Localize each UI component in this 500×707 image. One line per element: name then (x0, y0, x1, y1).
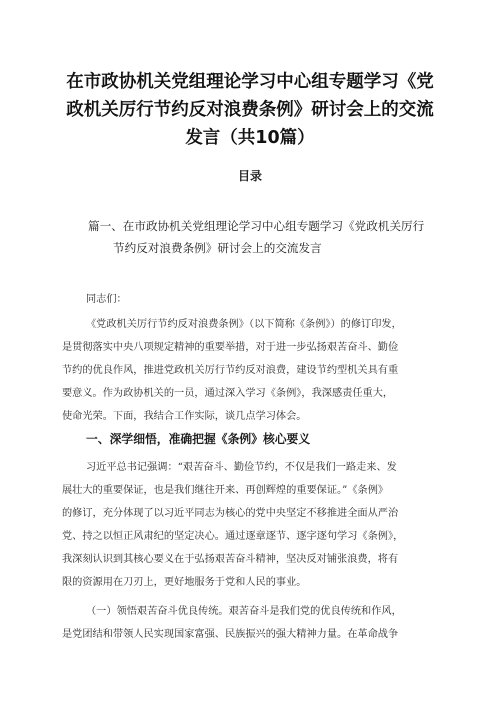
paragraph-line: 节约的优良作风，推进党政机关厉行节约反对浪费，建设节约型机关具有重 (62, 365, 399, 376)
paragraph-line: 党、持之以恒正风肃纪的坚定决心。通过逐章逐节、逐字逐句学习《条例》， (62, 531, 404, 542)
paragraph-line: 是党团结和带领人民实现国家富强、民族振兴的强大精神力量。在革命战争 (62, 629, 399, 640)
toc-entry-line: 节约反对浪费条例》研讨会上的交流发言 (113, 241, 322, 255)
paragraph-1 (62, 313, 457, 428)
paragraph-line: 是贯彻落实中央八项规定精神的重要举措，对于进一步弘扬艰苦奋斗、勤俭 (62, 342, 399, 353)
salutation: 同志们： (86, 294, 127, 305)
salutation-block (62, 288, 457, 311)
paragraph-3 (62, 600, 457, 646)
paragraph-line: 的修订，充分体现了以习近平同志为核心的党中央坚定不移推进全面从严治 (62, 508, 399, 519)
toc-entry-line: 篇一、在市政协机关党组理论学习中心组专题学习《党政机关厉行 (88, 219, 425, 233)
title-line: 发言（共10篇） (185, 128, 315, 148)
toc-heading: 目录 (237, 169, 262, 183)
toc-entry[interactable] (88, 215, 470, 259)
paragraph-2 (62, 456, 457, 594)
paragraph-line: 要意义。作为政协机关的一员，通过深入学习《条例》，我深感责任重大， (62, 388, 394, 399)
paragraph-line: 限的资源用在刀刃上，更好地服务于党和人民的事业。 (62, 577, 307, 588)
paragraph-line: 我深刻认识到其核心要义在于弘扬艰苦奋斗精神，坚决反对铺张浪费，将有 (62, 554, 399, 565)
title-line: 政机关厉行节约反对浪费条例》研讨会上的交流 (66, 100, 434, 120)
paragraph-line: 展壮大的重要保证，也是我们继往开来、再创辉煌的重要保证。”《条例》 (62, 485, 389, 496)
section-heading: 一、深学细悟，准确把握《条例》核心要义 (86, 432, 311, 446)
title-line: 在市政协机关党组理论学习中心组专题学习《党 (66, 72, 434, 92)
paragraph-line: （一）领悟艰苦奋斗优良传统。艰苦奋斗是我们党的优良传统和作风， (86, 606, 402, 617)
paragraph-line: 《党政机关厉行节约反对浪费条例》（以下简称《条例》）的修订印发， (86, 319, 402, 330)
paragraph-line: 使命光荣。下面，我结合工作实际，谈几点学习体会。 (62, 411, 307, 422)
document-title (50, 68, 450, 152)
paragraph-line: 习近平总书记强调：“艰苦奋斗、勤俭节约，不仅是我们一路走来、发 (86, 462, 397, 473)
